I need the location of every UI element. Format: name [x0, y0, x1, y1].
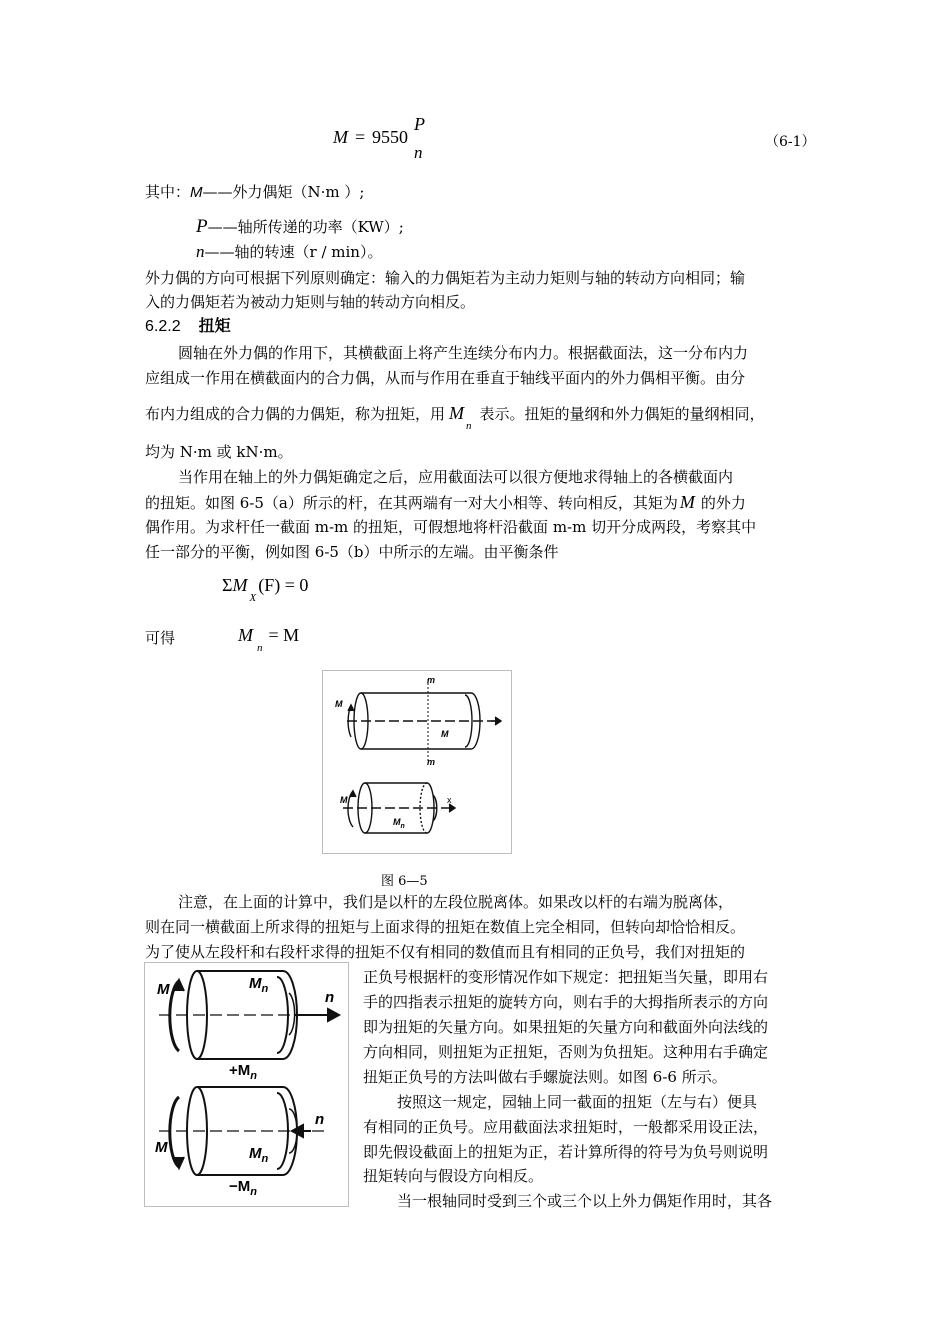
fig66-top-mn-sub: n [261, 983, 269, 995]
def-n-symbol: n [196, 242, 205, 261]
para-method-line-2-b: 的外力 [700, 494, 746, 512]
para-torque-line-3 [145, 403, 765, 432]
shaft-full [347, 679, 501, 763]
para-torque-line-2: 应组成一作用在横截面内的合力偶，从而与作用在垂直于轴线平面内的外力偶相平衡。由分 [145, 369, 746, 387]
fig66-bot-mn [249, 1145, 269, 1165]
para-direction-line-1: 外力偶的方向可根据下列原则确定：输入的力偶矩若为主动力矩则与轴的转动方向相同；输 [145, 269, 746, 287]
para-convention-line-1: 按照这一规定，园轴上同一截面的扭矩（左与右）便具 [397, 1093, 758, 1111]
def-p-line [196, 217, 404, 237]
equation-balance [222, 575, 309, 604]
para-method-line-2 [145, 492, 746, 513]
def-m-text: ——外力偶矩（N·m ）; [202, 183, 365, 201]
figure-6-6 [144, 962, 349, 1207]
eq-denominator-n: n [414, 143, 423, 162]
fig66-top-m: M [157, 981, 170, 998]
para-convention-line-3: 即先假设截面上的扭矩为正，若计算所得的符号为负号则说明 [363, 1143, 769, 1161]
para-rule-line-4: 方向相同，则扭矩为正扭矩，否则为负扭矩。这种用右手确定 [363, 1043, 769, 1061]
para-note-line-3: 为了使从左段杆和右段杆求得的扭矩不仅有相同的数值而且有相同的正负号，我们对扭矩的 [145, 943, 746, 961]
fig66-bot-sign-sub: n [250, 1186, 257, 1198]
fig65-label-x: x [447, 795, 452, 805]
fig65-label-m-top: m [427, 675, 436, 685]
fig65-label-m-bottom: m [427, 757, 436, 767]
figure-6-6-drawing [145, 963, 348, 1206]
m-symbol: M [679, 492, 695, 512]
fig65-label-mn-m: M [393, 817, 401, 827]
def-n-line [196, 242, 382, 262]
section-number: 6.2.2 [145, 318, 181, 335]
eq-sigma: Σ [222, 575, 233, 595]
para-direction-line-2: 入的力偶矩若为被动力矩则与轴的转动方向相反。 [145, 293, 476, 311]
para-rule-line-2: 手的四指表示扭矩的旋转方向，则右手的大拇指所表示的方向 [363, 993, 769, 1011]
eq-coefficient: 9550 [372, 127, 408, 147]
eq-balance-m: M [232, 575, 248, 595]
def-p-symbol: P [196, 216, 208, 237]
eq-balance-rest: (F) = 0 [258, 575, 309, 595]
section-title: 扭矩 [198, 316, 231, 335]
eq-result-subscript: n [257, 642, 263, 654]
eq-balance-subscript: X [249, 592, 257, 604]
fig66-top-mn-m: M [249, 975, 262, 992]
eq-equals: = [355, 127, 366, 147]
fig66-top-n: n [325, 989, 335, 1006]
fig66-top-sign-sub: n [250, 1070, 257, 1082]
mn-subscript: n [466, 420, 472, 432]
fig65-label-mn [393, 817, 405, 830]
fig66-top-sign-text: +M [229, 1062, 251, 1079]
eq-lhs-m: M [333, 127, 348, 147]
para-torque-line-3-b: 表示。扭矩的量纲和外力偶矩的量纲相同， [479, 405, 765, 423]
para-torque-line-3-a: 布内力组成的合力偶的力偶矩，称为扭矩，用 [145, 405, 446, 423]
def-p-text: ——轴所传递的功率（KW）; [207, 218, 404, 236]
figure-6-5-drawing [323, 671, 511, 853]
para-torque-line-4: 均为 N·m 或 kN·m。 [145, 443, 293, 461]
fig66-bot-n: n [315, 1111, 325, 1128]
fig66-bot-m: M [155, 1139, 168, 1156]
fig66-bot-mn-m: M [249, 1145, 262, 1162]
para-rule-line-1: 正负号根据杆的变形情况作如下规定：把扭矩当矢量，即用右 [363, 968, 769, 986]
fig66-negative-shaft [159, 1087, 327, 1175]
fig65-label-m-b: M [340, 795, 348, 805]
fig66-top-sign [229, 1062, 257, 1082]
para-method-line-2-a: 的扭矩。如图 6-5（a）所示的杆，在其两端有一对大小相等、转向相反，其矩为 [145, 494, 678, 512]
fig66-bot-mn-sub: n [261, 1153, 269, 1165]
para-note-line-2: 则在同一横截面上所求得的扭矩与上面求得的扭矩在数值上完全相同，但转向却恰恰相反。 [145, 918, 746, 936]
def-n-text: ——轴的转速（r / min）。 [204, 243, 383, 261]
para-last-line: 当一根轴同时受到三个或三个以上外力偶矩作用时，其各 [397, 1192, 773, 1210]
figure-6-5 [322, 670, 512, 854]
def-m-line [145, 182, 364, 203]
para-note-line-1: 注意，在上面的计算中，我们是以杆的左段位脱离体。如果改以杆的右端为脱离体， [178, 893, 734, 911]
para-method-line-4: 任一部分的平衡，例如图 6-5（b）中所示的左端。由平衡条件 [145, 543, 559, 561]
def-intro: 其中： [145, 183, 191, 201]
fig65-label-m-a: M [335, 699, 343, 709]
equation-number: （6-1） [765, 134, 816, 150]
eq-result-rest: = M [268, 625, 300, 645]
para-convention-line-4: 扭矩转向与假设方向相反。 [363, 1167, 544, 1185]
fig65-label-m-inner: M [441, 729, 449, 739]
para-convention-line-2: 有相同的正负号。应用截面法求扭矩时，一般都采用设正法， [363, 1118, 769, 1136]
eq-numerator-p: P [414, 114, 425, 134]
fig65-label-mn-sub: n [400, 823, 405, 830]
eq-result-m: M [238, 625, 253, 645]
equation-result [238, 625, 300, 654]
mn-symbol: M [449, 403, 465, 423]
para-torque-line-1: 圆轴在外力偶的作用下，其横截面上将产生连续分布内力。根据截面法，这一分布内力 [178, 344, 749, 362]
para-method-line-1: 当作用在轴上的外力偶矩确定之后，应用截面法可以很方便地求得轴上的各横截面内 [178, 468, 734, 486]
fig66-bot-sign-text: −M [229, 1178, 251, 1195]
fig66-top-mn [249, 975, 269, 995]
para-rule-line-3: 即为扭矩的矢量方向。如果扭矩的矢量方向和截面外向法线的 [363, 1018, 769, 1036]
para-method-line-3: 偶作用。为求杆任一截面 m-m 的扭矩，可假想地将杆沿截面 m-m 切开分成两段，考察其中 [145, 518, 757, 536]
figure-6-5-caption: 图 6—5 [381, 874, 428, 889]
def-m-symbol: M [190, 184, 203, 201]
fig66-bot-sign [229, 1178, 257, 1198]
para-rule-line-5: 扭矩正负号的方法叫做右手螺旋法则。如图 6-6 所示。 [363, 1068, 727, 1086]
section-heading [145, 316, 231, 337]
eq-result-label: 可得 [145, 629, 176, 647]
